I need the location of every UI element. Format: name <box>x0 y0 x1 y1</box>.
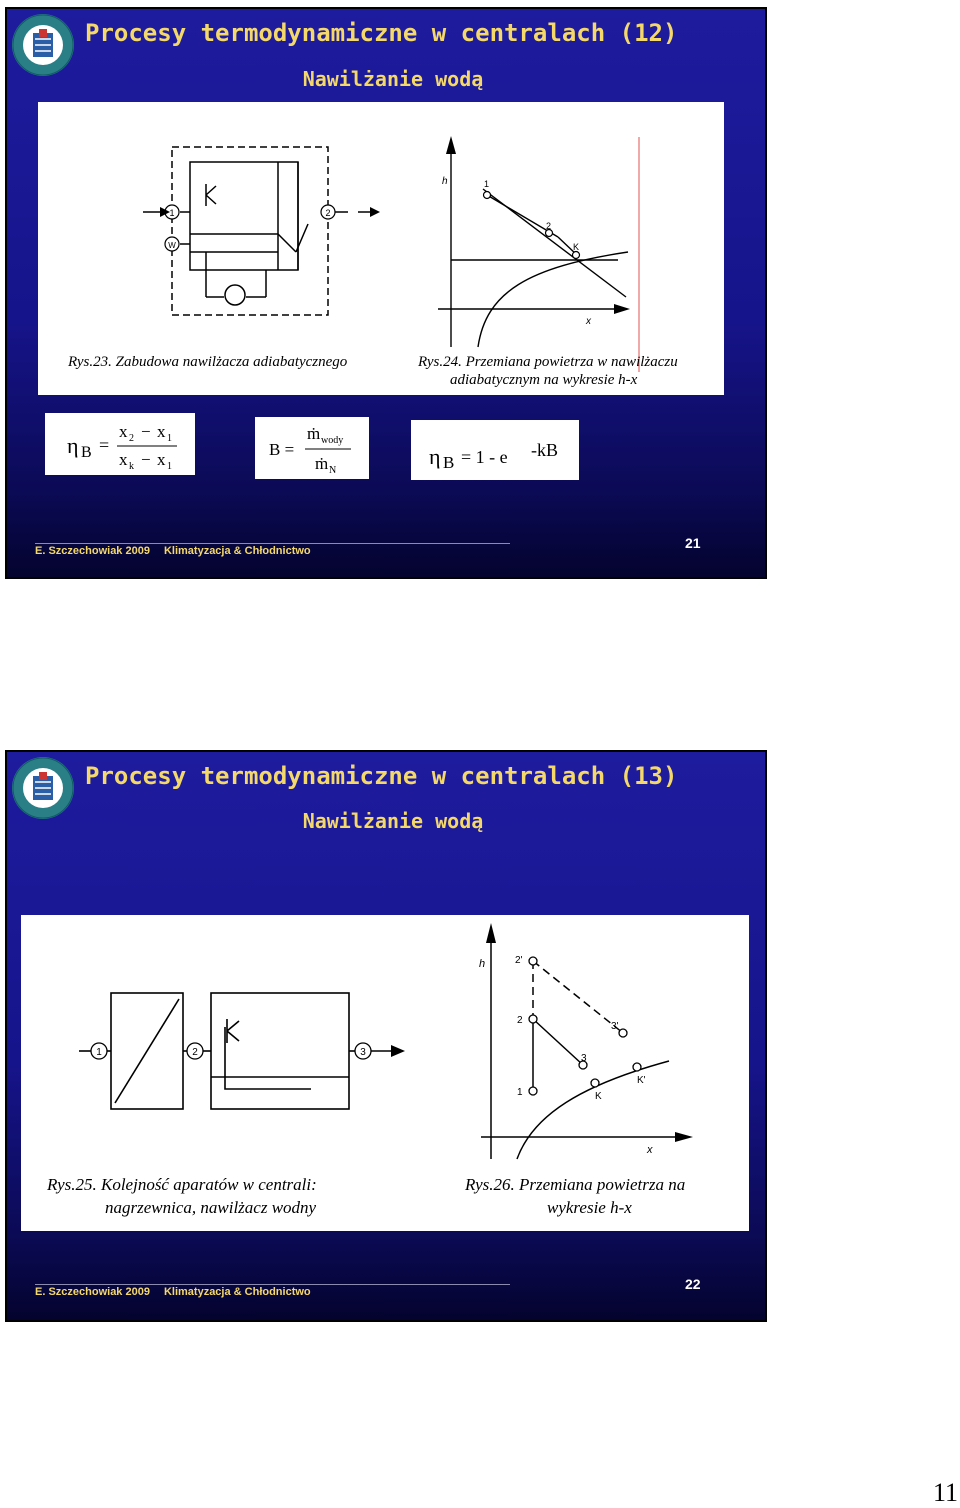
svg-text:B: B <box>81 444 92 461</box>
formula-b <box>255 417 369 479</box>
hx-point-1: 1 <box>484 179 490 189</box>
heater-humidifier-schematic <box>79 993 391 1109</box>
svg-text:ṁ: ṁ <box>315 454 329 473</box>
point-2-label: 2 <box>192 1047 198 1058</box>
hx-point-2: 2 <box>517 1015 523 1026</box>
figure-panel <box>21 915 749 1231</box>
formula-eta-exp <box>411 420 579 480</box>
slide-footer <box>35 1286 311 1298</box>
svg-text:B =: B = <box>269 440 295 459</box>
slide-subtitle: Nawilżanie wodą <box>302 809 484 833</box>
caption-rys23: Rys.23. Zabudowa nawilżacza adiabatycznego <box>68 354 348 370</box>
hx-point-kp: K' <box>637 1075 646 1086</box>
svg-text:-kB: -kB <box>531 440 558 460</box>
svg-text:x: x <box>157 450 166 469</box>
footer-author: E. Szczechowiak 2009 <box>35 545 150 557</box>
caption-rys26-line2: wykresie h-x <box>547 1198 632 1217</box>
hx-point-1: 1 <box>517 1087 523 1098</box>
svg-text:N: N <box>329 465 337 476</box>
schematic-markers <box>91 1043 405 1059</box>
caption-rys24-line1: Rys.24. Przemiana powietrza w nawilżaczu <box>418 354 678 370</box>
point-w-label: W <box>168 241 176 250</box>
caption-rys26-line1: Rys.26. Przemiana powietrza na <box>465 1175 686 1194</box>
svg-text:=: = <box>99 435 110 455</box>
slide-footer <box>35 545 311 557</box>
slide-page-number: 22 <box>685 1276 701 1292</box>
slide-22 <box>5 750 767 1322</box>
hx-point-3p: 3' <box>611 1021 619 1032</box>
footer-divider <box>35 543 510 544</box>
axis-x-label: x <box>586 316 591 327</box>
caption-rys24-line2: adiabatycznym na wykresie h-x <box>450 372 638 388</box>
svg-text:η: η <box>429 444 441 469</box>
hx-point-3: 3 <box>581 1053 587 1064</box>
svg-text:x: x <box>119 422 128 441</box>
figures-svg <box>21 915 749 1231</box>
svg-text:wody: wody <box>321 435 344 446</box>
svg-text:= 1 - e: = 1 - e <box>461 447 508 467</box>
footer-author: E. Szczechowiak 2009 <box>35 1286 150 1298</box>
svg-text:1: 1 <box>167 461 172 472</box>
figure-panel <box>38 102 724 395</box>
point-2-label: 2 <box>325 208 331 218</box>
svg-text:ṁ: ṁ <box>307 424 321 443</box>
caption-rys25-line2: nagrzewnica, nawilżacz wodny <box>105 1198 317 1217</box>
formula-eta-b <box>45 413 195 475</box>
svg-text:1: 1 <box>167 433 172 444</box>
caption-rys25-line1: Rys.25. Kolejność aparatów w centrali: <box>47 1175 317 1194</box>
svg-text:x: x <box>119 450 128 469</box>
axis-h-label: h <box>479 958 486 970</box>
figures-svg <box>38 102 724 395</box>
slide-page-number: 21 <box>685 535 701 551</box>
svg-text:2: 2 <box>129 433 134 444</box>
point-1-label: 1 <box>169 208 175 218</box>
humidifier-schematic <box>143 147 370 315</box>
axis-x-label: x <box>647 1144 653 1156</box>
hx-chart <box>438 150 628 347</box>
svg-text:B: B <box>443 453 455 472</box>
hx-point-2p: 2' <box>515 955 523 966</box>
slide-title: Procesy termodynamiczne w centralach (12) <box>85 19 678 47</box>
footer-divider <box>35 1284 510 1285</box>
svg-text:−: − <box>141 450 151 469</box>
footer-course: Klimatyzacja & Chłodnictwo <box>163 545 311 557</box>
slide-title: Procesy termodynamiczne w centralach (13) <box>85 762 678 790</box>
footer-course: Klimatyzacja & Chłodnictwo <box>163 1286 311 1298</box>
hx-point-k: K <box>595 1091 602 1102</box>
hx-chart <box>481 939 679 1159</box>
svg-text:η: η <box>67 433 79 458</box>
slide-21 <box>5 7 767 579</box>
svg-text:−: − <box>141 422 151 441</box>
slide-subtitle: Nawilżanie wodą <box>302 67 484 91</box>
axis-h-label: h <box>442 176 448 187</box>
svg-text:x: x <box>157 422 166 441</box>
svg-text:k: k <box>129 461 134 472</box>
hx-point-2: 2 <box>546 221 552 231</box>
point-1-label: 1 <box>96 1047 102 1058</box>
point-3-label: 3 <box>360 1047 366 1058</box>
hx-point-k: K <box>573 242 580 252</box>
sheet-page-number: 11 <box>932 1478 958 1507</box>
